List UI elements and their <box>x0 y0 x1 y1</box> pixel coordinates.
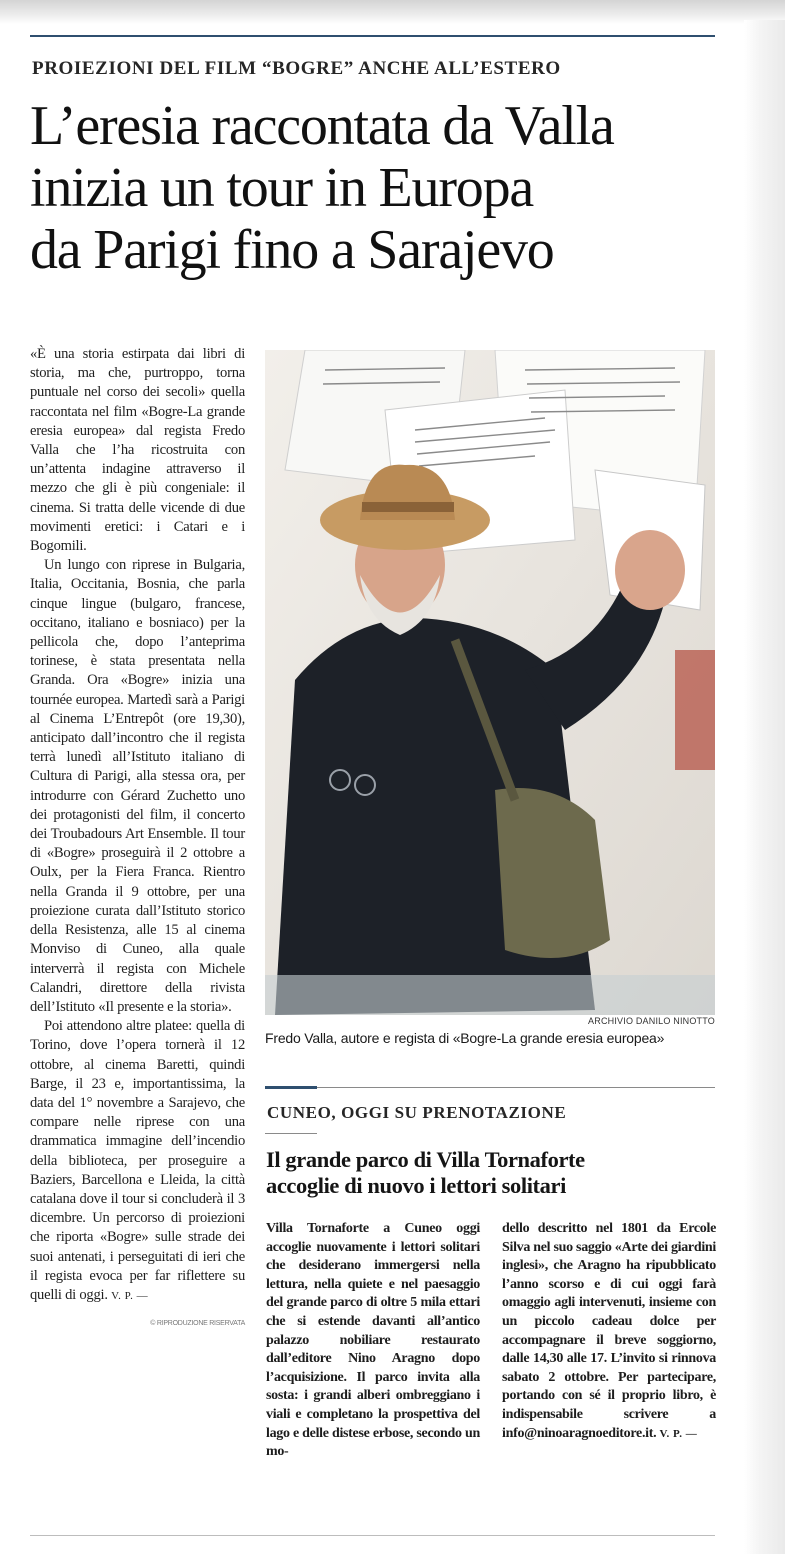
rights-notice: © RIPRODUZIONE RISERVATA <box>150 1320 245 1328</box>
sidebar-short-rule <box>265 1133 317 1134</box>
headline-line: da Parigi fino a Sarajevo <box>30 219 554 281</box>
hand <box>615 530 685 610</box>
article-paragraph-text: Poi attendono altre platee: quella di Torino, dove l’opera tornerà il 12 ottobre, al cinema Baretti, quindi Barge, il 23 e, importantissima, la data del 1° novembre a Sarajevo, che compare nelle riprese con una drammatica immagine dell’incendio della biblioteca, per proseguire a Baziers, Barcellona e Lleida, la città catalana dove il tour si concluderà il 3 dicembre. Un percorso di proiezioni che riporta «Bogre» sulle strade dei suoi antenati, i perseguitati di ieri che il regista evoca per far riflettere su quelli di oggi. <box>30 1018 245 1303</box>
sidebar-signature: V. P. — <box>659 1427 698 1440</box>
article-paragraph: «È una storia estirpata dai libri di storia, ma che, purtroppo, torna puntuale nel corso dei secoli» quella raccontata nel film «Bogre-La grande eresia europea» dal regista Fredo Valla che l’ha ricostruita con un’attenta indagine attraverso il mezzo che gli è più congeniale: il cinema. Si tratta delle vicende di due movimenti eretici: i Catari e i Bogomili. <box>30 346 245 555</box>
sidebar-column-1 <box>266 1220 480 1462</box>
headline-line: inizia un tour in Europa <box>30 157 534 219</box>
bottom-rule <box>30 1535 715 1536</box>
sidebar-text <box>502 1220 716 1443</box>
page-edge-shadow <box>744 20 785 1554</box>
article-kicker: PROIEZIONI DEL FILM “BOGRE” ANCHE ALL’ESTERO <box>32 58 561 79</box>
photo-credit: ARCHIVIO DANILO NINOTTO <box>588 1016 715 1026</box>
headline-line: L’eresia raccontata da Valla <box>30 95 614 157</box>
article-photo <box>265 350 715 1015</box>
top-rule <box>30 35 715 37</box>
sidebar-headline-line: Il grande parco di Villa Tornaforte <box>266 1147 585 1172</box>
sidebar-rule-accent <box>265 1086 317 1089</box>
photo-caption: Fredo Valla, autore e regista di «Bogre-La grande eresia europea» <box>265 1030 665 1046</box>
article-signature: V. P. — <box>111 1289 149 1302</box>
sidebar-headline-line: accoglie di nuovo i lettori solitari <box>266 1173 566 1198</box>
article-paragraph <box>30 1017 245 1306</box>
sidebar-headline <box>266 1147 716 1199</box>
sidebar-text: Villa Tornaforte a Cuneo oggi accoglie nuovamente i lettori solitari che desiderano immergersi nella lettura, nella quiete e nel paesaggio del grande parco di oltre 5 mila ettari che si estende davanti all’antico palazzo nobiliare restaurato dall’editore Nino Aragno dopo l’acquisizione. Il parco invita alla sosta: i grandi alberi ombreggiano i viali e completano la prospettiva del lago e delle distese erbose, secondo un mo- <box>266 1221 480 1460</box>
article-headline <box>30 95 730 281</box>
article-body <box>30 345 245 1333</box>
sidebar-kicker: CUNEO, OGGI SU PRENOTAZIONE <box>267 1103 567 1122</box>
sidebar-column-2 <box>502 1220 716 1443</box>
scan-top-shadow <box>0 0 785 24</box>
photo-illustration <box>265 350 715 1015</box>
article-paragraph: Un lungo con riprese in Bulgaria, Italia, Occitania, Bosnia, che parla cinque lingue (bulgaro, francese, occitano, italiano e bosniaco) per la pellicola che, dopo l’anteprima torinese, è stata presentata nella Granda. Ora «Bogre» inizia una tournée europea. Martedì sarà a Parigi al Cinema L’Entrepôt (ore 19,30), anticipato dall’incontro che il regista terrà lunedì all’Istituto italiano di Cultura di Parigi, alla stessa ora, per introdurre con Gérard Zuchetto uno dei protagonisti del film, il concerto dei Troubadours Art Ensemble. Il tour di «Bogre» proseguirà il 2 ottobre a Oulx, per la Fiera Franca. Rientro nella Granda il 9 ottobre, per una proiezione curata dall’Istituto storico della Resistenza, alle 15 al cinema Monviso di Cuneo, alla quale interverrà il regista con Michele Calandri, direttore della rivista dell’Istituto «Il presente e la storia». <box>30 557 245 1015</box>
sidebar-text-body: dello descritto nel 1801 da Ercole Silva nel suo saggio «Arte dei giardini inglesi», che Aragno ha ripubblicato l’anno scorso e di cui oggi farà omaggio agli intervenuti, insieme con un piccolo cadeau dolce per accompagnare il breve soggiorno, dalle 14,30 alle 17. L’invito si rinnova sabato 2 ottobre. Per partecipare, portando con sé il proprio libro, è indispensabile scrivere a info@ninoaragnoeditore.it. <box>502 1221 716 1441</box>
sidebar-rule <box>265 1087 715 1088</box>
